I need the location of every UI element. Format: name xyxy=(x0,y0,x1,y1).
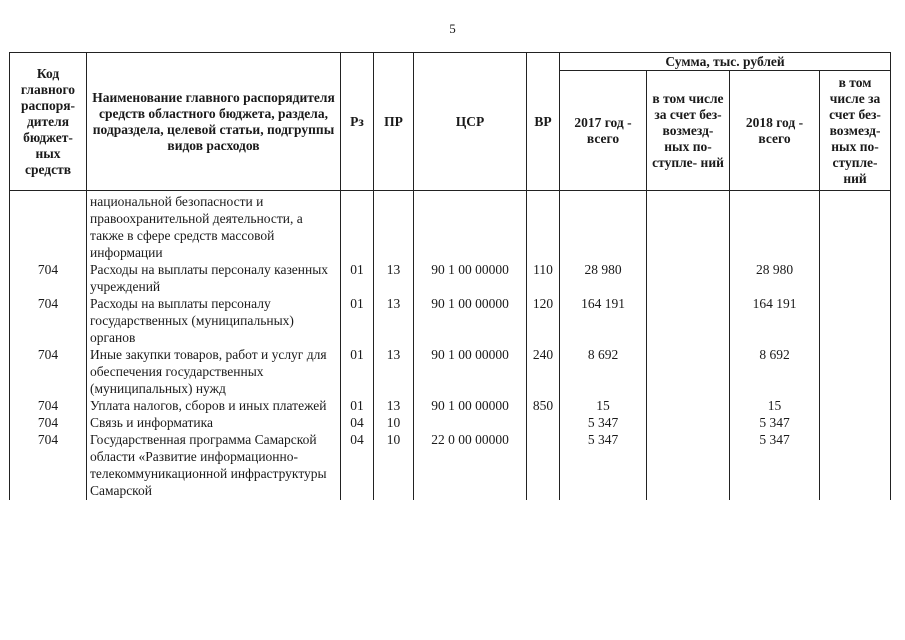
cell-grants-2018 xyxy=(820,431,891,500)
cell-pr: 10 xyxy=(374,431,414,500)
cell-vr xyxy=(527,414,560,431)
cell-rz: 04 xyxy=(341,431,374,500)
cell-grants-2017 xyxy=(647,346,730,397)
cell-name: национальной безопасности и правоохранительной деятельности, а также в сфере средств массовой информации xyxy=(87,191,341,262)
cell-rz: 01 xyxy=(341,397,374,414)
table-row xyxy=(10,295,891,346)
cell-pr: 13 xyxy=(374,261,414,295)
cell-grants-2018 xyxy=(820,295,891,346)
budget-table xyxy=(9,52,891,500)
cell-code: 704 xyxy=(10,295,87,346)
cell-name: Расходы на выплаты персоналу казенных учреждений xyxy=(87,261,341,295)
cell-total-2018: 28 980 xyxy=(730,261,820,295)
cell-vr xyxy=(527,191,560,262)
table-row xyxy=(10,191,891,262)
cell-total-2017: 28 980 xyxy=(560,261,647,295)
header-total-2018: 2018 год - всего xyxy=(730,71,820,191)
cell-code: 704 xyxy=(10,261,87,295)
table-row xyxy=(10,431,891,500)
cell-rz: 04 xyxy=(341,414,374,431)
cell-grants-2017 xyxy=(647,261,730,295)
cell-grants-2017 xyxy=(647,397,730,414)
cell-vr: 110 xyxy=(527,261,560,295)
header-code: Код главного распоря- дителя бюджет- ных средств xyxy=(10,53,87,191)
cell-pr: 13 xyxy=(374,397,414,414)
cell-grants-2018 xyxy=(820,346,891,397)
cell-total-2017: 5 347 xyxy=(560,431,647,500)
cell-total-2017: 15 xyxy=(560,397,647,414)
cell-rz: 01 xyxy=(341,261,374,295)
cell-vr: 850 xyxy=(527,397,560,414)
cell-code: 704 xyxy=(10,414,87,431)
cell-pr xyxy=(374,191,414,262)
header-grants-2018: в том числе за счет без- возмезд- ных по- ступле- ний xyxy=(820,71,891,191)
cell-total-2017 xyxy=(560,191,647,262)
cell-csr xyxy=(414,191,527,262)
cell-vr: 240 xyxy=(527,346,560,397)
cell-total-2017: 5 347 xyxy=(560,414,647,431)
table-header xyxy=(10,53,891,191)
header-csr: ЦСР xyxy=(414,53,527,191)
header-vr: ВР xyxy=(527,53,560,191)
cell-name: Государственная программа Самарской области «Развитие информационно- телекоммуникационной инфраструктуры Самарской xyxy=(87,431,341,500)
cell-total-2018: 8 692 xyxy=(730,346,820,397)
table-body xyxy=(10,191,891,500)
cell-rz xyxy=(341,191,374,262)
cell-csr: 90 1 00 00000 xyxy=(414,261,527,295)
cell-grants-2017 xyxy=(647,414,730,431)
cell-grants-2018 xyxy=(820,397,891,414)
cell-csr xyxy=(414,414,527,431)
header-sum: Сумма, тыс. рублей xyxy=(560,53,891,71)
table-row xyxy=(10,346,891,397)
cell-code: 704 xyxy=(10,431,87,500)
table-row xyxy=(10,397,891,414)
header-total-2017: 2017 год - всего xyxy=(560,71,647,191)
header-grants-2017: в том числе за счет без- возмезд- ных по- ступле- ний xyxy=(647,71,730,191)
cell-total-2018: 5 347 xyxy=(730,431,820,500)
header-rz: Рз xyxy=(341,53,374,191)
cell-pr: 13 xyxy=(374,346,414,397)
cell-total-2018: 15 xyxy=(730,397,820,414)
cell-grants-2017 xyxy=(647,431,730,500)
cell-rz: 01 xyxy=(341,346,374,397)
header-pr: ПР xyxy=(374,53,414,191)
page-number: 5 xyxy=(449,21,456,36)
cell-rz: 01 xyxy=(341,295,374,346)
cell-csr: 90 1 00 00000 xyxy=(414,397,527,414)
cell-pr: 13 xyxy=(374,295,414,346)
cell-total-2018 xyxy=(730,191,820,262)
cell-name: Уплата налогов, сборов и иных платежей xyxy=(87,397,341,414)
cell-grants-2017 xyxy=(647,295,730,346)
cell-grants-2017 xyxy=(647,191,730,262)
cell-grants-2018 xyxy=(820,261,891,295)
table-row xyxy=(10,414,891,431)
cell-total-2017: 164 191 xyxy=(560,295,647,346)
cell-name: Связь и информатика xyxy=(87,414,341,431)
cell-total-2017: 8 692 xyxy=(560,346,647,397)
cell-code: 704 xyxy=(10,346,87,397)
cell-code xyxy=(10,191,87,262)
cell-total-2018: 164 191 xyxy=(730,295,820,346)
table-row xyxy=(10,261,891,295)
cell-pr: 10 xyxy=(374,414,414,431)
cell-vr xyxy=(527,431,560,500)
cell-csr: 90 1 00 00000 xyxy=(414,295,527,346)
cell-grants-2018 xyxy=(820,191,891,262)
cell-csr: 90 1 00 00000 xyxy=(414,346,527,397)
header-name: Наименование главного распорядителя средств областного бюджета, раздела, подраздела, целевой статьи, подгруппы видов расходов xyxy=(87,53,341,191)
cell-name: Иные закупки товаров, работ и услуг для обеспечения государственных (муниципальных) нужд xyxy=(87,346,341,397)
cell-grants-2018 xyxy=(820,414,891,431)
cell-name: Расходы на выплаты персоналу государственных (муниципальных) органов xyxy=(87,295,341,346)
cell-code: 704 xyxy=(10,397,87,414)
cell-csr: 22 0 00 00000 xyxy=(414,431,527,500)
cell-total-2018: 5 347 xyxy=(730,414,820,431)
cell-vr: 120 xyxy=(527,295,560,346)
